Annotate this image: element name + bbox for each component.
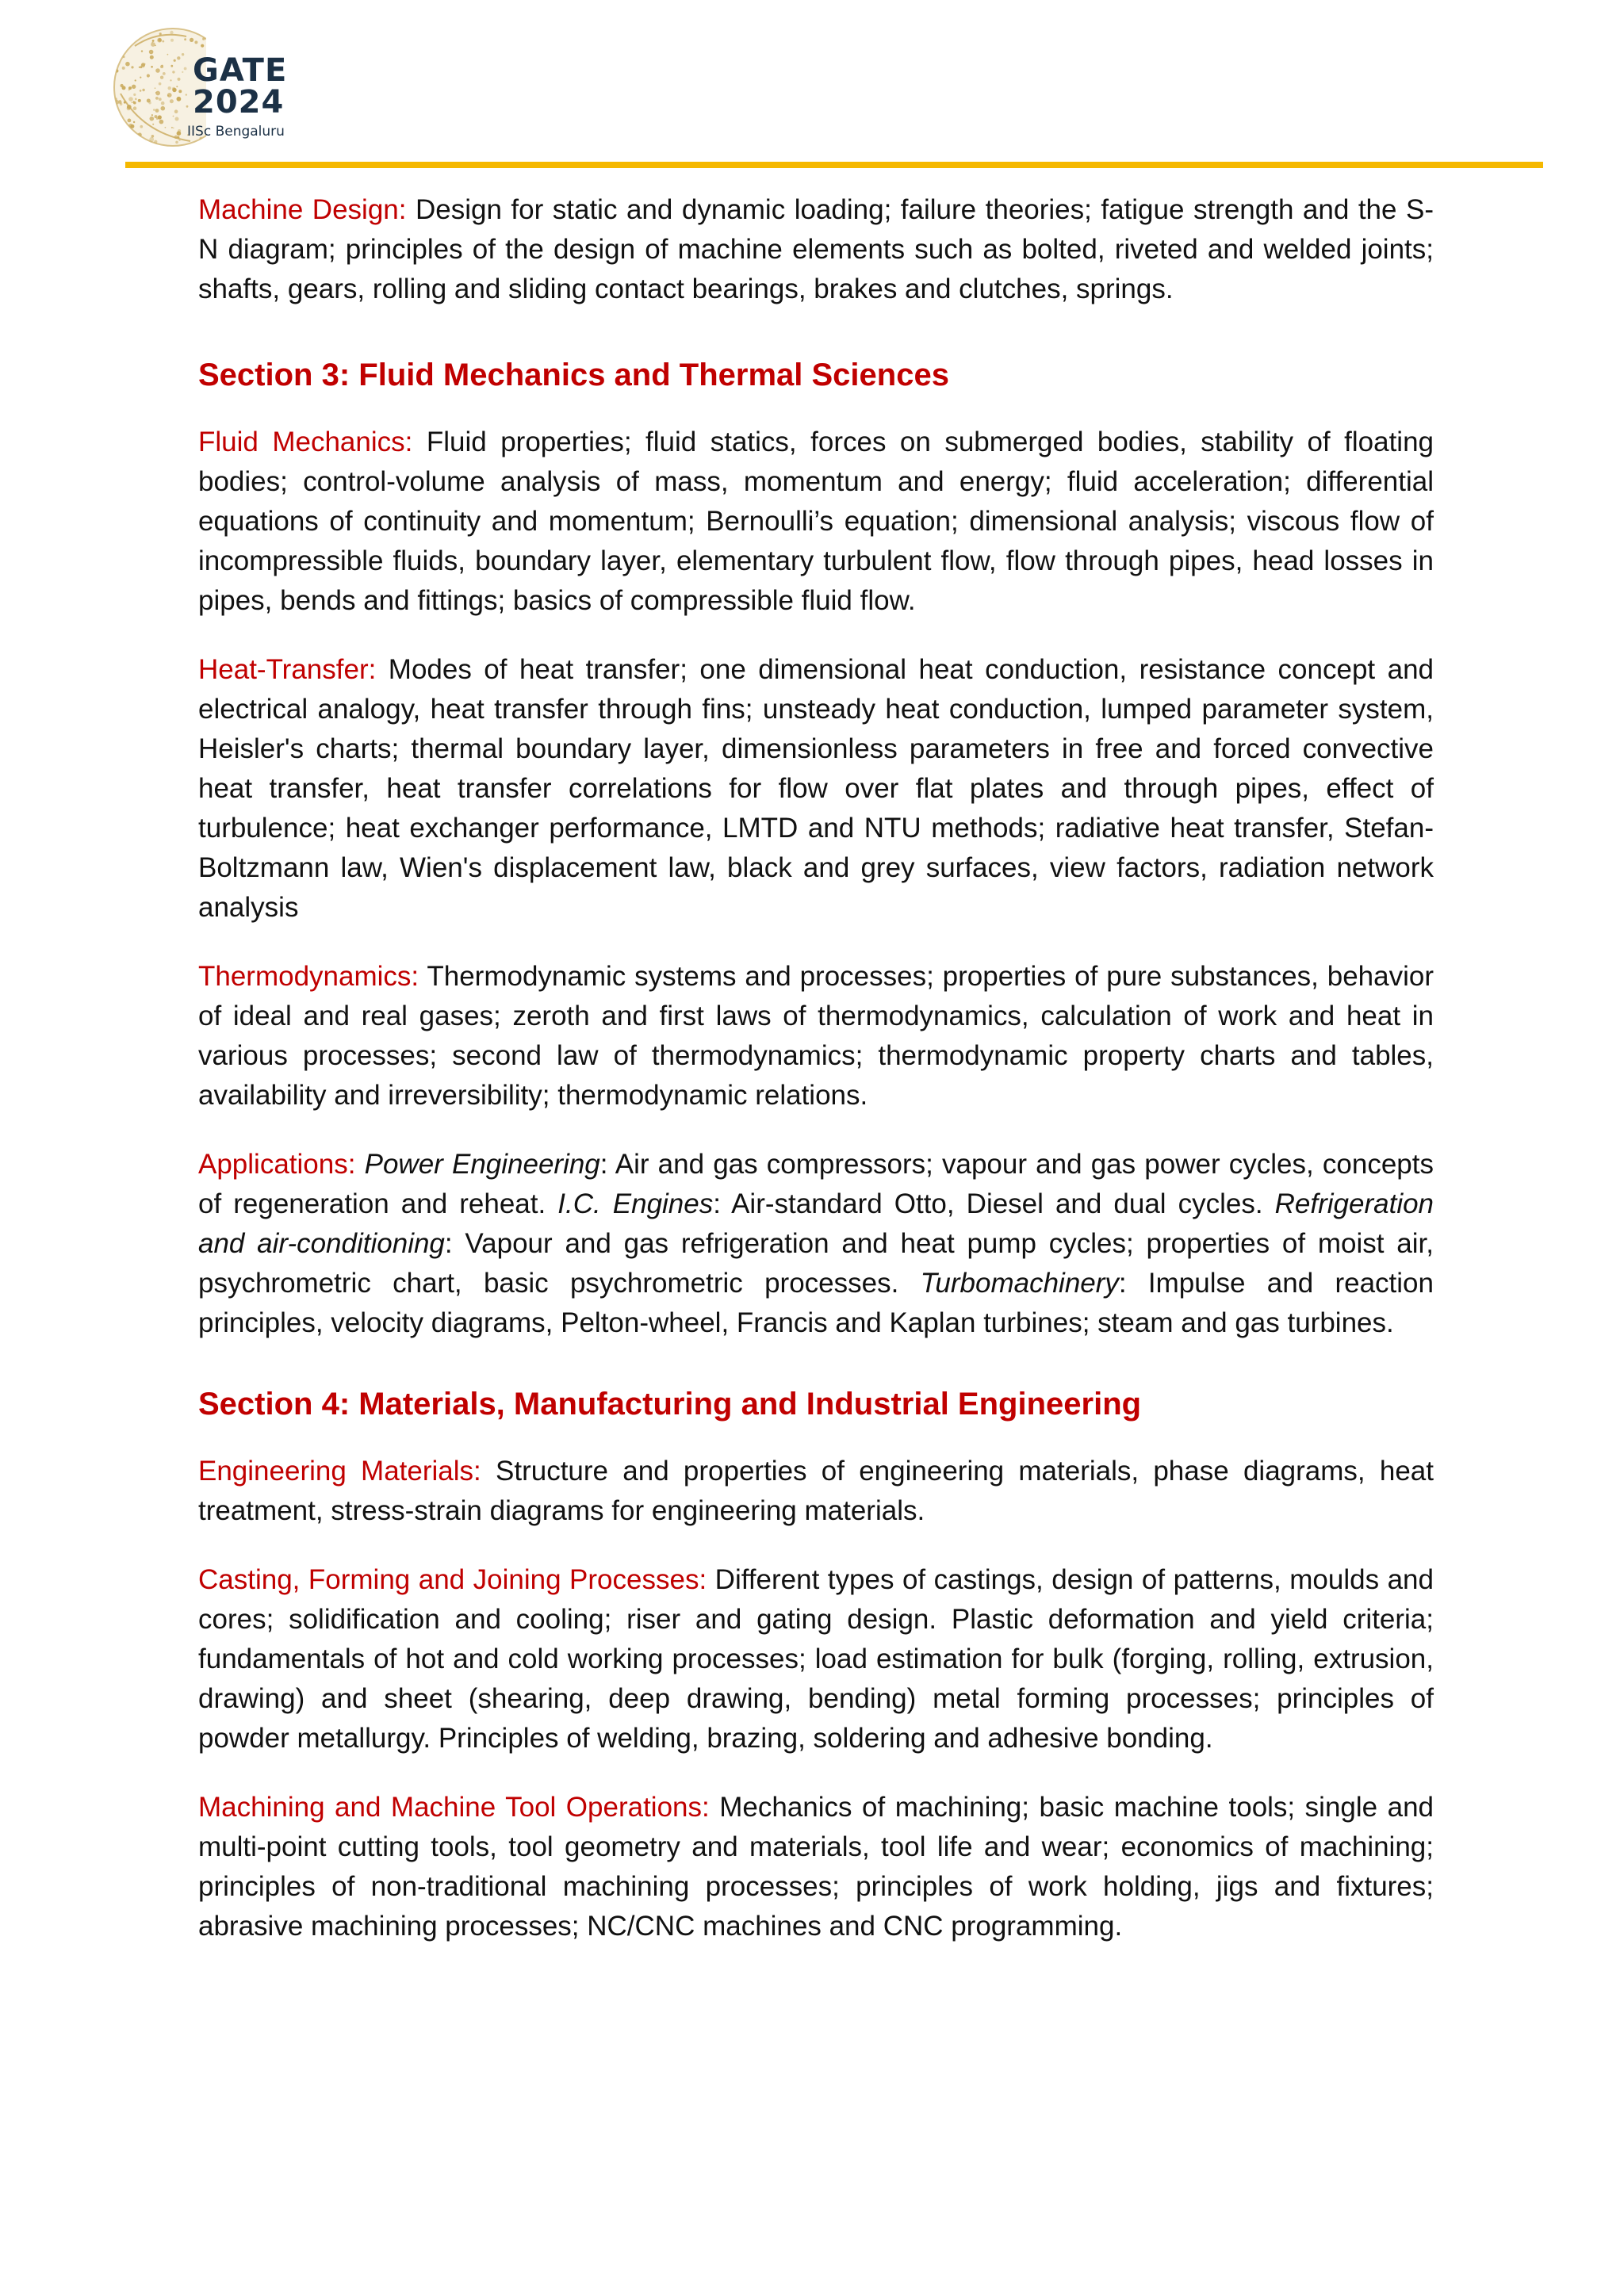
globe-dot	[135, 98, 137, 101]
globe-dot	[172, 71, 174, 73]
globe-dot	[125, 62, 130, 67]
logo-year: 2024	[193, 84, 285, 121]
globe-dot	[182, 71, 183, 73]
globe-dot	[175, 141, 178, 144]
globe-dot	[170, 79, 171, 81]
thermodynamics-paragraph	[198, 957, 1434, 1115]
globe-dot	[141, 50, 143, 52]
globe-dot	[150, 117, 155, 121]
globe-dot	[151, 66, 153, 68]
globe-dot	[173, 128, 174, 129]
globe-dot	[135, 79, 136, 81]
topic-term: Casting, Forming and Joining Processes:	[198, 1564, 707, 1595]
globe-dot	[142, 89, 144, 91]
globe-dot	[133, 101, 136, 105]
topic-text: Modes of heat transfer; one dimensional heat conduction, resistance concept and electrical analogy, heat transfer through fins; unsteady heat conduction, lumped parameter system, Heisler's charts; thermal boundary layer, dimensionless parameters in free and forced convective heat transfer, heat transfer correlations for flow over flat plates and through pipes, effect of turbulence; heat exchanger performance, LMTD and NTU methods; radiative heat transfer, Stefan- Boltzmann law, Wien's displacement law, black and grey surfaces, view factors, radiation network analysis	[198, 654, 1434, 923]
globe-dot	[170, 65, 173, 67]
globe-dot	[182, 53, 184, 55]
globe-dot	[155, 87, 156, 89]
globe-dot	[149, 50, 154, 55]
globe-dot	[176, 86, 178, 87]
globe-dot	[128, 97, 133, 101]
globe-dot	[151, 114, 153, 116]
document-body	[198, 190, 1434, 1976]
topic-text: Different types of castings, design of patterns, moulds and cores; solidification and cooling; riser and gating design. Plastic deformation and yield criteria; fundamentals of hot and cold working processes; load estimation for bulk (forging, rolling, extrusion, drawing) and sheet (shearing, deep drawing, bending) metal forming processes; principles of powder metallurgy. Principles of welding, brazing, soldering and adhesive bonding.	[198, 1564, 1434, 1754]
globe-dot	[155, 45, 156, 47]
globe-dot	[121, 84, 124, 87]
globe-dot	[153, 109, 155, 111]
heat-transfer-paragraph	[198, 650, 1434, 928]
globe-dot	[178, 90, 182, 93]
section-4-heading: Section 4: Materials, Manufacturing and Industrial Engineering	[198, 1387, 1142, 1422]
globe-dot	[170, 99, 174, 103]
globe-dot	[167, 54, 169, 55]
globe-dot	[186, 105, 189, 108]
refrigeration-label: Refrigeration and air-conditioning	[198, 1188, 1434, 1259]
globe-dot	[138, 99, 141, 102]
turbomachinery-label: Turbomachinery	[920, 1268, 1119, 1299]
engineering-materials-paragraph	[198, 1452, 1434, 1531]
topic-term: Machining and Machine Tool Operations:	[198, 1792, 710, 1823]
globe-dot	[157, 38, 162, 43]
applications-paragraph	[198, 1145, 1434, 1343]
refrigeration-text: : Vapour and gas refrigeration and heat pump cycles; properties of moist air, psychrometric chart, basic psychrometric processes.	[198, 1228, 1434, 1299]
globe-dot	[120, 103, 123, 106]
globe-dot	[122, 67, 125, 70]
globe-dot	[154, 140, 157, 144]
section-3-heading: Section 3: Fluid Mechanics and Thermal Sciences	[198, 358, 949, 392]
globe-dot	[184, 38, 186, 40]
turbomachinery-text: : Impulse and reaction principles, velocity diagrams, Pelton-wheel, Francis and Kaplan turbines; steam and gas turbines.	[198, 1268, 1434, 1338]
globe-dot	[132, 101, 133, 103]
globe-dot	[149, 137, 154, 142]
topic-term: Thermodynamics:	[198, 961, 419, 992]
globe-dot	[160, 76, 163, 79]
globe-dot	[151, 42, 153, 44]
globe-dot	[128, 86, 132, 90]
globe-dot	[201, 44, 204, 48]
globe-dot	[202, 37, 205, 40]
topic-text: Fluid properties; fluid statics, forces on submerged bodies, stability of floating bodies; control-volume analysis of mass, momentum and energy; fluid acceleration; differential equations of continuity and momentum; Bernoulli’s equation; dimensional analysis; viscous flow of incompressible fluids, boundary layer, elementary turbulent flow, flow through pipes, head losses in pipes, bends and fittings; basics of compressible fluid flow.	[198, 427, 1434, 616]
globe-dot	[159, 98, 162, 101]
globe-dot	[161, 65, 163, 67]
globe-dot	[133, 106, 137, 110]
globe-dot	[174, 109, 178, 113]
globe-dot	[140, 77, 141, 78]
globe-dot	[155, 68, 160, 73]
globe-dot	[159, 120, 164, 124]
globe-dot	[155, 115, 158, 118]
globe-dot	[194, 40, 197, 44]
globe-dot	[147, 99, 151, 103]
topic-term: Engineering Materials:	[198, 1456, 481, 1487]
globe-dot	[161, 106, 166, 111]
topic-text: Structure and properties of engineering materials, phase diagrams, heat treatment, stress-strain diagrams for engineering materials.	[198, 1456, 1434, 1526]
globe-dot	[119, 100, 121, 101]
globe-dot	[163, 72, 166, 75]
globe-dot	[175, 117, 179, 121]
globe-dot	[178, 78, 181, 81]
machine-design-paragraph	[198, 190, 1434, 309]
globe-dot	[168, 86, 171, 90]
globe-dot	[177, 97, 182, 101]
globe-dot	[140, 125, 144, 128]
machining-paragraph	[198, 1788, 1434, 1946]
gate-logo	[111, 14, 301, 157]
topic-text: Thermodynamic systems and processes; properties of pure substances, behavior of ideal and real gases; zeroth and first laws of thermodynamics, calculation of work and heat in various processes; second law of thermodynamics; thermodynamic property charts and tables, availability and irreversibility; thermodynamic relations.	[198, 961, 1434, 1111]
globe-dot	[155, 91, 160, 96]
logo-title: GATE	[193, 52, 288, 89]
globe-dot	[167, 95, 169, 97]
globe-dot	[170, 31, 173, 34]
globe-dot	[170, 39, 174, 42]
globe-dot	[152, 40, 155, 42]
topic-text: Design for static and dynamic loading; failure theories; fatigue strength and the S-N diagram; principles of the design of machine elements such as bolted, riveted and welded joints; shafts, gears, rolling and sliding contact bearings, brakes and clutches, springs.	[198, 194, 1434, 304]
globe-dot	[178, 129, 181, 132]
globe-dot	[171, 127, 173, 128]
logo-subtitle: IISc Bengaluru	[187, 124, 285, 140]
power-engineering-label: Power Engineering	[364, 1149, 600, 1180]
topic-text: Mechanics of machining; basic machine tools; single and multi-point cutting tools, tool geometry and materials, tool life and wear; economics of machining; principles of non-traditional machining processes; principles of work holding, jigs and fixtures; abrasive machining processes; NC/CNC machines and CNC programming.	[198, 1792, 1434, 1942]
globe-dot	[177, 56, 180, 59]
globe-dot	[152, 124, 154, 125]
globe-dot	[184, 67, 187, 71]
casting-forming-joining-paragraph	[198, 1560, 1434, 1758]
globe-dot	[130, 124, 134, 128]
globe-dot	[144, 63, 146, 65]
globe-dot	[151, 42, 155, 47]
globe-dot	[155, 109, 159, 113]
globe-dot	[132, 85, 136, 89]
topic-term: Machine Design:	[198, 194, 407, 225]
ic-engines-label: I.C. Engines	[557, 1188, 714, 1219]
page-header	[0, 0, 1624, 170]
globe-dot	[174, 59, 176, 62]
globe-dot	[159, 82, 162, 86]
topic-term: Heat-Transfer:	[198, 654, 377, 685]
globe-dot	[165, 127, 167, 128]
globe-dot	[173, 116, 174, 117]
globe-dot	[150, 55, 154, 59]
header-divider	[125, 162, 1543, 168]
globe-dot	[133, 121, 135, 123]
globe-dot	[131, 66, 133, 68]
globe-dot	[162, 40, 164, 43]
globe-dot	[128, 119, 132, 123]
fluid-mechanics-paragraph	[198, 423, 1434, 621]
globe-dot	[161, 101, 165, 105]
topic-term: Applications:	[198, 1149, 356, 1180]
globe-dot	[190, 38, 193, 42]
globe-dot	[158, 115, 162, 119]
globe-dot	[140, 90, 142, 92]
globe-dot	[186, 94, 187, 95]
globe-dot	[147, 74, 150, 77]
globe-dot	[155, 97, 159, 100]
globe-dot	[139, 67, 140, 68]
topic-term: Fluid Mechanics:	[198, 427, 413, 457]
power-engineering-text: : Air and gas compressors; vapour and gas power cycles, concepts of regeneration and reheat.	[198, 1149, 1434, 1219]
ic-engines-text: : Air-standard Otto, Diesel and dual cycles.	[713, 1188, 1275, 1219]
globe-dot	[133, 94, 136, 96]
globe-dot	[172, 88, 176, 92]
